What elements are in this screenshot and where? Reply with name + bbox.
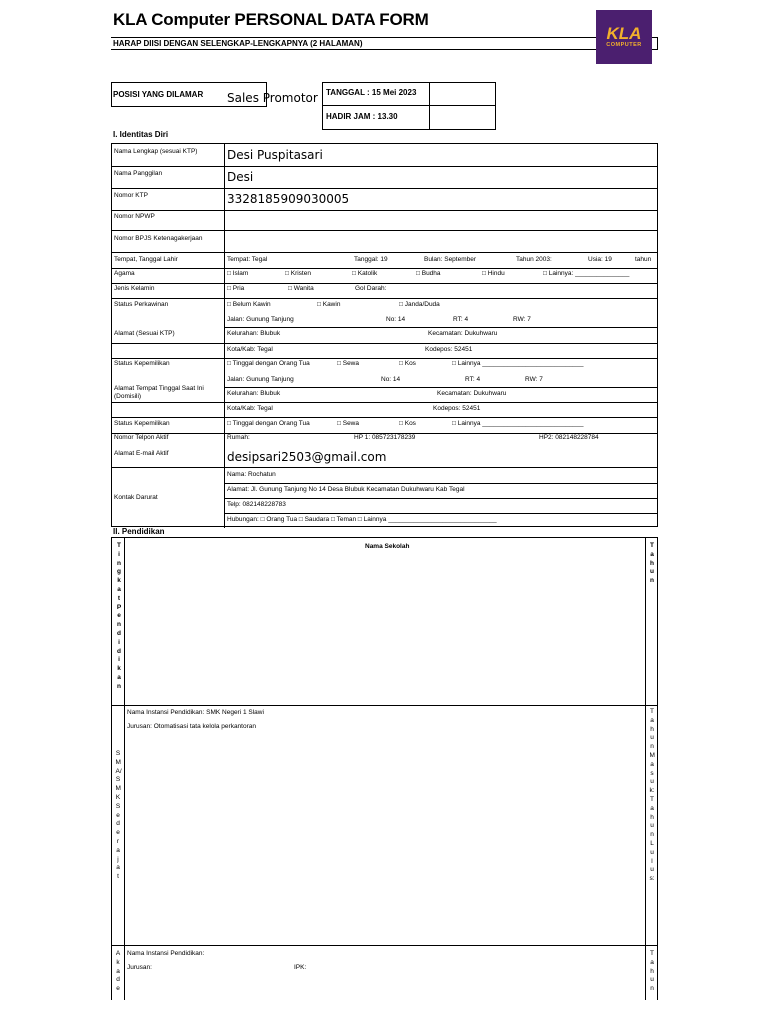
label-status-kepemilikan: Status Kepemilikan [114,360,170,367]
edu-col-divider [645,537,646,1000]
agama-lainnya[interactable]: □ Lainnya: _______________ [543,270,630,277]
alamat-kecamatan[interactable]: Kecamatan: Dukuhwaru [428,330,498,337]
akademi-tahun-text: Tahun [650,950,654,993]
label-alamat-ktp: Alamat (Sesuai KTP) [114,330,175,337]
jk-wanita[interactable]: □ Wanita [288,285,314,292]
sma-jurusan[interactable]: Jurusan: Otomatisasi tata kelola perkantoran [127,723,256,730]
telp-hp2[interactable]: HP2: 082148228784 [539,434,599,441]
row-line [112,358,657,359]
kawin-kawin[interactable]: □ Kawin [317,301,341,308]
label-email: Alamat E-mail Aktif [114,450,169,457]
kepemilikan2-kos[interactable]: □ Kos [399,420,416,427]
edu-row-line [111,945,658,946]
domisili-kecamatan[interactable]: Kecamatan: Dukuhwaru [437,390,507,397]
row-line [224,483,657,484]
alamat-rw[interactable]: RW: 7 [513,316,531,323]
col-tingkat-text: Tingkat Pendidikan [116,542,122,690]
row-line [224,327,657,328]
position-label: POSISI YANG DILAMAR [113,90,204,99]
ttl-tempat[interactable]: Tempat: Tegal [227,256,268,263]
date-divider [322,105,496,106]
value-nama-panggilan[interactable]: Desi [227,170,254,184]
kepemilikan2-sewa[interactable]: □ Sewa [337,420,359,427]
ttl-tanggal[interactable]: Tanggal: 19 [354,256,388,263]
row-line [112,268,657,269]
col-tingkat-header [114,542,124,692]
gol-darah[interactable]: Gol Darah: [355,285,387,292]
domisili-no[interactable]: No: 14 [381,376,401,383]
row-line [112,417,657,418]
kepemilikan-kos[interactable]: □ Kos [399,360,416,367]
agama-kristen[interactable]: □ Kristen [285,270,311,277]
col-tahun-header [647,542,657,586]
agama-katolik[interactable]: □ Katolik [352,270,378,277]
kawin-belum[interactable]: □ Belum Kawin [227,301,271,308]
alamat-kodepos[interactable]: Kodepos: 52451 [425,346,473,353]
domisili-kodepos[interactable]: Kodepos: 52451 [433,405,481,412]
ttl-usia[interactable]: Usia: 19 [588,256,612,263]
jk-pria[interactable]: □ Pria [227,285,245,292]
darurat-hubungan[interactable]: Hubungan: □ Orang Tua □ Saudara □ Teman □ Lainnya ______________________________ [227,516,497,523]
label-ttl: Tempat, Tanggal Lahir [114,256,178,263]
label-ktp: Nomor KTP [114,192,148,199]
label-agama: Agama [114,270,135,277]
pendidikan-table [111,537,658,1000]
sma-label-text: SMA/SMK Sederajat [115,750,122,881]
row-line [224,498,657,499]
edu-col-divider [124,537,125,1000]
row-line [112,188,657,189]
label-status-perkawinan: Status Perkawinan [114,301,169,308]
akademi-label [113,950,123,994]
sma-instansi[interactable]: Nama Instansi Pendidikan: SMK Negeri 1 Slawi [127,709,264,716]
kepemilikan-orangtua[interactable]: □ Tinggal dengan Orang Tua [227,360,310,367]
section-pendidikan-title: II. Pendidikan [113,527,165,536]
alamat-kelurahan[interactable]: Kelurahan: Blubuk [227,330,281,337]
akademi-ipk[interactable]: IPK: [294,964,307,971]
row-line [112,343,657,344]
date-label: TANGGAL : 15 Mei 2023 [326,88,417,97]
label-telpon: Nomor Telpon Aktif [114,434,169,441]
alamat-kota[interactable]: Kota/Kab: Tegal [227,346,273,353]
form-title: KLA Computer PERSONAL DATA FORM [113,10,429,29]
section-identitas-title: I. Identitas Diri [113,130,169,139]
kla-logo [596,10,652,64]
position-value[interactable]: Sales Promotor [227,91,318,105]
alamat-no[interactable]: No: 14 [386,316,406,323]
telp-rumah[interactable]: Rumah: [227,434,250,441]
value-ktp[interactable]: 3328185909030005 [227,192,350,206]
label-domisili: Alamat Tempat Tinggal Saat Ini (Domisili) [114,385,204,400]
col-tahun-text: Tahun [650,542,654,585]
sma-tahun-text: Tahun Masuk: Tahun Lulus: [649,708,655,883]
agama-hindu[interactable]: □ Hindu [482,270,505,277]
sma-label [113,750,123,882]
label-divider [224,144,225,528]
label-nama-lengkap: Nama Lengkap (sesuai KTP) [114,148,198,155]
telp-hp1[interactable]: HP 1: 085723178239 [354,434,416,441]
domisili-jalan[interactable]: Jalan: Gunung Tanjung [227,376,294,383]
row-line [112,298,657,299]
agama-islam[interactable]: □ Islam [227,270,249,277]
agama-budha[interactable]: □ Budha [416,270,441,277]
row-line [224,513,657,514]
identitas-table [111,143,658,527]
domisili-rt[interactable]: RT: 4 [465,376,481,383]
logo-text: KLA [606,24,642,43]
ttl-bulan[interactable]: Bulan: September [424,256,477,263]
domisili-kelurahan[interactable]: Kelurahan: Blubuk [227,390,281,397]
kepemilikan2-lainnya[interactable]: □ Lainnya ____________________________ [452,420,584,427]
ttl-tahun[interactable]: Tahun 2003: [516,256,552,263]
kawin-janda-duda[interactable]: □ Janda/Duda [399,301,440,308]
darurat-telp[interactable]: Telp: 082148228783 [227,501,286,508]
label-bpjs: Nomor BPJS Ketenagakerjaan [114,235,203,242]
col-nama-sekolah-header: Nama Sekolah [365,543,410,550]
row-line [112,283,657,284]
logo-subtext: COMPUTER [606,42,642,48]
kepemilikan-sewa[interactable]: □ Sewa [337,360,359,367]
sma-tahun [647,708,657,884]
row-line [112,230,657,231]
akademi-jurusan[interactable]: Jurusan: [127,964,152,971]
label-npwp: Nomor NPWP [114,213,155,220]
row-line [112,402,657,403]
kepemilikan2-orangtua[interactable]: □ Tinggal dengan Orang Tua [227,420,310,427]
kepemilikan-lainnya[interactable]: □ Lainnya ____________________________ [452,360,584,367]
value-email[interactable]: desipsari2503@gmail.com [227,450,387,464]
akademi-tahun [647,950,657,994]
akademi-label-text: Akade [115,950,121,993]
label-jenis-kelamin: Jenis Kelamin [114,285,155,292]
edu-row-line [111,705,658,706]
date-col-divider [429,82,430,130]
darurat-nama[interactable]: Nama: Rochatun [227,471,276,478]
alamat-rt[interactable]: RT: 4 [453,316,469,323]
row-line [224,387,657,388]
darurat-alamat[interactable]: Alamat: Jl. Gunung Tanjung No 14 Desa Blubuk Kecamatan Dukuhwaru Kab Tegal [227,486,465,493]
domisili-rw[interactable]: RW: 7 [525,376,543,383]
label-kontak-darurat: Kontak Darurat [114,494,158,501]
value-nama-lengkap[interactable]: Desi Puspitasari [227,148,323,162]
akademi-instansi[interactable]: Nama Instansi Pendidikan: [127,950,205,957]
row-line [112,467,657,468]
ttl-tahun-suffix: tahun [635,256,652,263]
row-line [112,166,657,167]
label-status-kepemilikan-2: Status Kepemilikan [114,420,170,427]
row-line [112,210,657,211]
form-subtitle: HARAP DIISI DENGAN SELENGKAP-LENGKAPNYA (2 HALAMAN) [113,39,363,48]
row-line [112,252,657,253]
domisili-kota[interactable]: Kota/Kab: Tegal [227,405,273,412]
time-label: HADIR JAM : 13.30 [326,112,398,121]
label-nama-panggilan: Nama Panggilan [114,170,163,177]
alamat-jalan[interactable]: Jalan: Gunung Tanjung [227,316,294,323]
